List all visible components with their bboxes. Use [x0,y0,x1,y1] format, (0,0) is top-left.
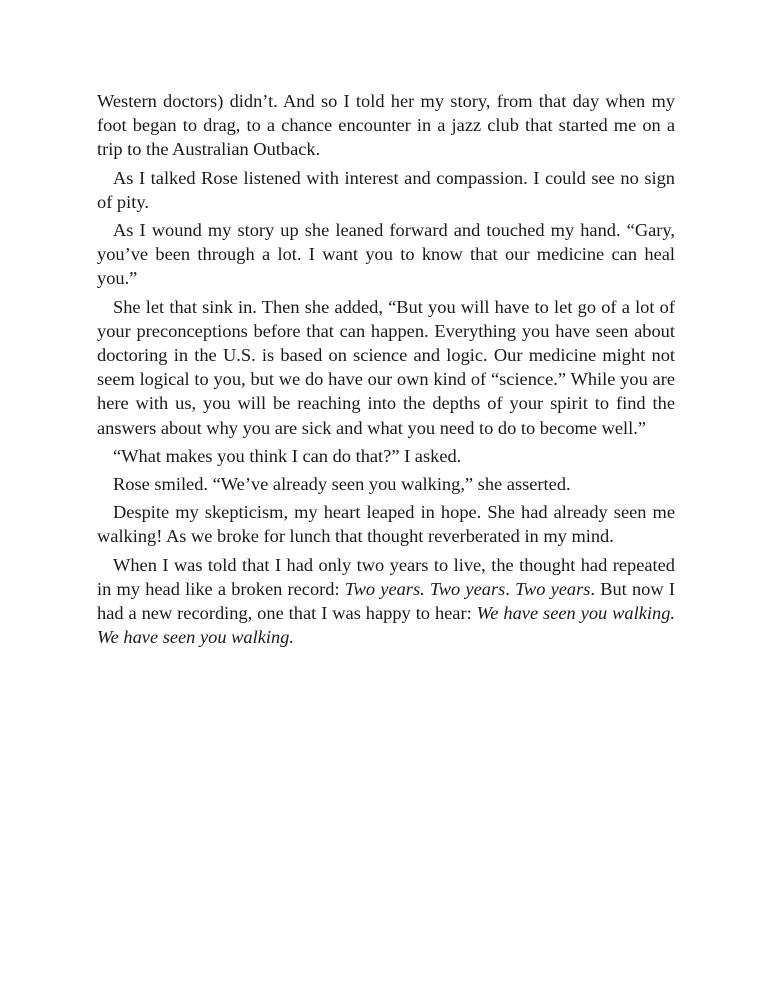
paragraph-1: Western doctors) didn’t. And so I told her my story, from that day when my foot began to drag, to a chance encounter in a jazz club that started me on a trip to the Australian Outback. [97,91,675,160]
paragraph-8-italic: Two years. Two years [344,578,506,599]
paragraph-2: As I talked Rose listened with interest and compassion. I could see no sign of pity. [97,167,675,212]
paragraph-8-italic: We have seen you walking. We have seen you walking. [97,603,675,648]
paragraph-6: Rose smiled. “We’ve already seen you walking,” she asserted. [113,474,571,495]
paragraph-8-italic: Two years [515,578,591,599]
paragraph-4: She let that sink in. Then she added, “But you will have to let go of a lot of your preconceptions before that can happen. Everything you have seen about doctoring in the U.S. is based on science and logic. Our medicine might not seem logical to you, but we do have our own kind of “science.” While you are here with us, you will be reaching into the depths of your spirit to find the answers about why you are sick and what you need to do to become well.” [97,296,675,438]
paragraph-5: “What makes you think I can do that?” I asked. [113,445,462,466]
body-text [97,89,675,653]
paragraph-8-text: When I was told that I had only two years to live, the thought had repeated in my head like a broken record: [97,554,675,599]
paragraph-3: As I wound my story up she leaned forward and touched my hand. “Gary, you’ve been through a lot. I want you to know that our medicine can heal you.” [97,220,675,289]
paragraph-8-text: . [505,578,516,599]
paragraph-7: Despite my skepticism, my heart leaped in hope. She had already seen me walking! As we broke for lunch that thought reverberated in my mind. [97,502,675,547]
paragraph-8-text: . But now I had a new recording, one that I was happy to hear: [97,578,675,624]
paragraph-8 [97,553,675,650]
